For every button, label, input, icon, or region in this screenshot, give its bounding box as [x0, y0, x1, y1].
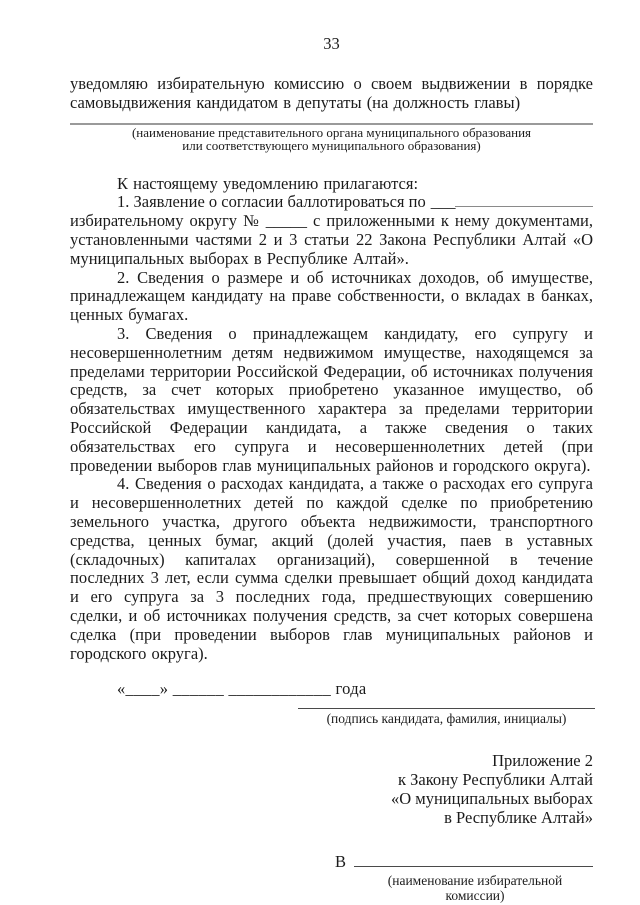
item-4-paragraph: 4. Сведения о расходах кандидата, а также о расходах его супруга и несовершеннолетних детей по каждой сделке по приобретению земельного участка, другого объекта недвижимости, транспортного средства, ценных бумаг, акций (долей участия, паев в уставных (складочных) капиталах организаций), совершенной в течение последних 3 лет, если сумма сделки превышает общий доход кандидата и его супруга за 3 последних года, предшествующих совершению сделки, и об источниках получения средств, за счет которых совершена сделка (при проведении выборов глав муниципальных районов и городского округа). — [70, 474, 593, 663]
item-3-paragraph: 3. Сведения о принадлежащем кандидату, его супругу и несовершеннолетним детям недвижимом имуществе, находящемся за пределами территории Российской Федерации, об источниках получения средств, за счет которых приобретено указанное имущество, об обязательствах имущественного характера за пределами территории Российской Федерации кандидата, а также сведения о таких обязательствах его супруга и несовершеннолетних детей (при проведении выборов глав муниципальных районов и городского округа). — [70, 323, 593, 475]
item-2-paragraph: 2. Сведения о размере и об источниках доходов, об имуществе, принадлежащем кандидату на праве собственности, о вкладах в банках, ценных бумагах. — [70, 267, 593, 325]
commission-field — [335, 853, 593, 903]
attachments-heading: К настоящему уведомлению прилагаются: — [117, 173, 419, 193]
intro-paragraph: уведомляю избирательную комиссию о своем выдвижении в порядке самовыдвижения кандидатом в депутаты (на должность главы) — [70, 74, 593, 112]
item-1-lead-text: 1. Заявление о согласии баллотироваться по — [117, 192, 426, 212]
appendix-line-1: Приложение 2 — [492, 751, 593, 771]
commission-blank-row — [335, 853, 593, 872]
org-name-caption-line1: (наименование представительного органа муниципального образования — [131, 124, 532, 140]
appendix-heading-block — [70, 752, 593, 827]
signature-field — [298, 708, 595, 726]
commission-prefix: В — [335, 852, 347, 872]
signature-blank-line — [298, 708, 595, 709]
signature-caption: (подпись кандидата, фамилия, инициалы) — [326, 711, 567, 727]
commission-blank-line — [354, 866, 593, 867]
commission-caption: (наименование избирательной комиссии) — [387, 873, 563, 904]
appendix-line-3: «О муниципальных выборах — [391, 788, 593, 808]
item-1-blank-line — [455, 206, 593, 207]
org-name-field — [70, 123, 593, 153]
appendix-line-2: к Закону Республики Алтай — [398, 769, 593, 789]
org-name-caption-line2: или соответствующего муниципального образования) — [182, 138, 481, 154]
item-1-short-underscores: ___ — [430, 192, 456, 212]
page-number: 33 — [323, 34, 340, 53]
item-1-continuation: избирательному округу № _____ с приложенными к нему документами, установленными частями 2 и 3 статьи 22 Закона Республики Алтай «О муниципальных выборах в Республике Алтай». — [70, 211, 593, 268]
item-1-first-line — [70, 193, 593, 212]
appendix-line-4: в Республике Алтай» — [444, 807, 593, 827]
date-blank-line: «____» ______ ____________ года — [117, 679, 367, 699]
